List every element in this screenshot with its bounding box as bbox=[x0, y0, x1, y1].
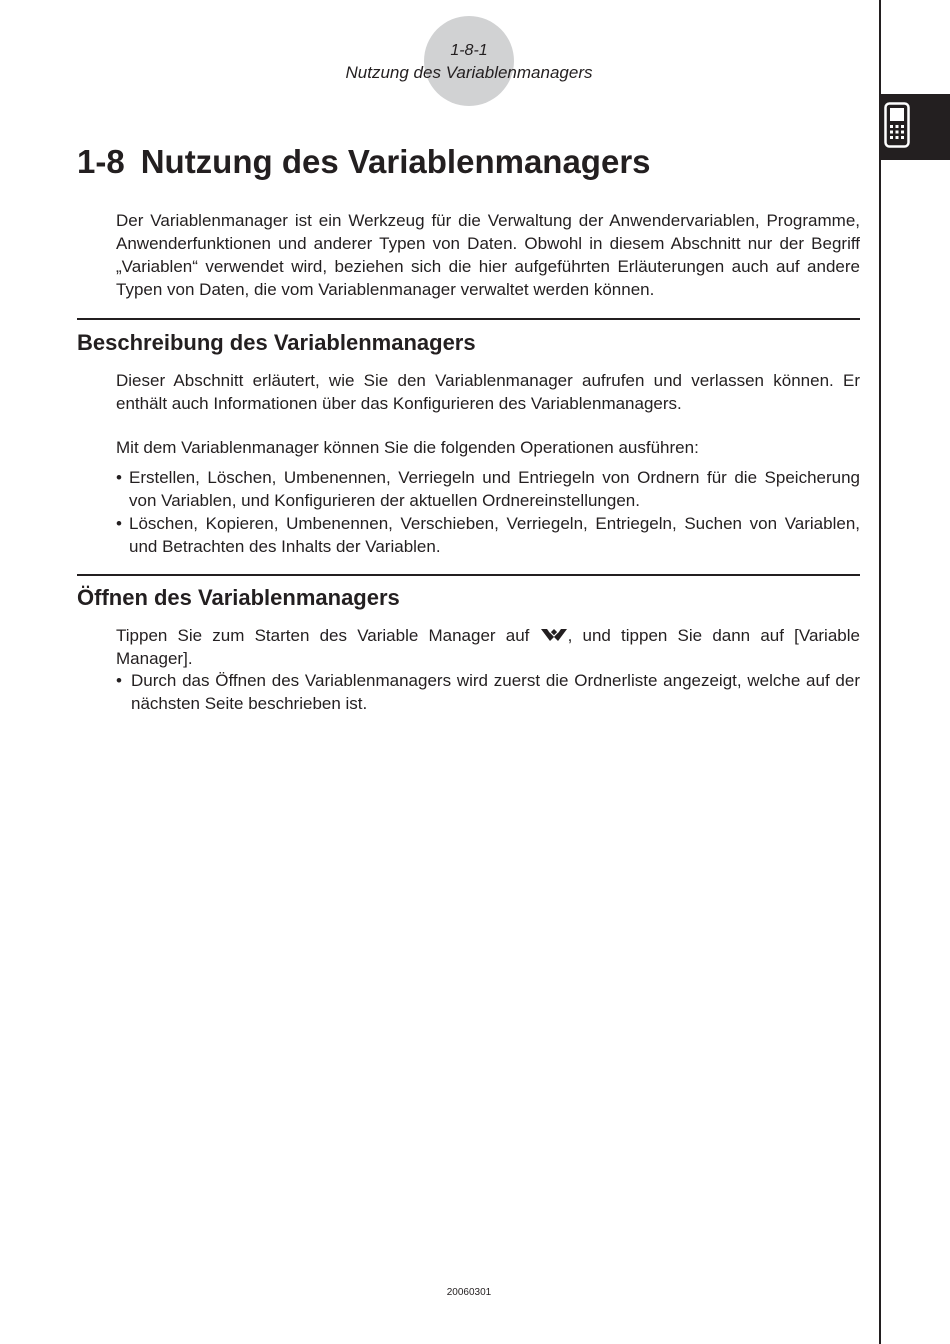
list-item-text: Löschen, Kopieren, Umbenennen, Verschieben, Verriegeln, Entriegeln, Suchen von Variablen, und Betrachten des Inhalts der Variablen. bbox=[129, 514, 860, 556]
chapter-title-text: Nutzung des Variablenmanagers bbox=[140, 143, 651, 180]
bullet-dot: • bbox=[116, 671, 122, 690]
list-item-text: Erstellen, Löschen, Umbenennen, Verriegeln und Entriegeln von Ordnern für die Speicherung von Variablen, und Konfigurieren der aktuellen Ordnereinstellungen. bbox=[129, 468, 860, 510]
bullet-dot: • bbox=[116, 514, 122, 533]
list-item bbox=[116, 466, 860, 512]
section-heading-oeffnen: Öffnen des Variablenmanagers bbox=[77, 585, 400, 610]
bullet-dot: • bbox=[116, 468, 122, 487]
section2-bullet-list bbox=[116, 669, 860, 715]
section1-bullet-list bbox=[116, 466, 860, 558]
list-item-text: Durch das Öffnen des Variablenmanagers wird zuerst die Ordnerliste angezeigt, welche auf der nächsten Seite beschrieben ist. bbox=[131, 671, 860, 713]
section-divider bbox=[77, 318, 860, 320]
chapter-number: 1-8 bbox=[77, 143, 125, 180]
section1-paragraph-2: Mit dem Variablenmanager können Sie die folgenden Operationen ausführen: bbox=[116, 438, 699, 457]
list-item bbox=[116, 512, 860, 558]
calculator-icon bbox=[884, 102, 910, 148]
section-heading-beschreibung: Beschreibung des Variablenmanagers bbox=[77, 330, 476, 355]
chapter-intro-paragraph: Der Variablenmanager ist ein Werkzeug für die Verwaltung der Anwendervariablen, Programme, Anwenderfunktionen und anderer Typen von Daten. Obwohl in diesem Abschnitt nur der Begriff „Variablen“ verwendet wird, beziehen sich die hier aufgeführten Erläuterungen auch auf andere Typen von Daten, die vom Variablenmanager verwaltet werden können. bbox=[116, 211, 860, 299]
header-running-title: Nutzung des Variablenmanagers bbox=[345, 63, 593, 82]
header-page-number: 1-8-1 bbox=[450, 42, 488, 59]
list-item bbox=[116, 669, 860, 715]
chapter-side-tab bbox=[881, 94, 950, 160]
menu-chevron-icon bbox=[540, 627, 568, 643]
chapter-title bbox=[77, 142, 651, 182]
section1-paragraph-1: Dieser Abschnitt erläutert, wie Sie den Variablenmanager aufrufen und verlassen können. Er enthält auch Informationen über das Konfigurieren des Variablenmanagers. bbox=[116, 371, 860, 413]
section-divider bbox=[77, 574, 860, 576]
header-page-circle bbox=[424, 16, 514, 106]
page-edge-rule bbox=[879, 0, 881, 1344]
section2-paragraph-text-before: Tippen Sie zum Starten des Variable Manager auf bbox=[116, 626, 530, 645]
section2-paragraph-text-after: , und tippen Sie dann auf [Variable Manager]. bbox=[116, 626, 860, 668]
section2-paragraph bbox=[116, 624, 860, 670]
footer-code: 20060301 bbox=[446, 1287, 492, 1298]
